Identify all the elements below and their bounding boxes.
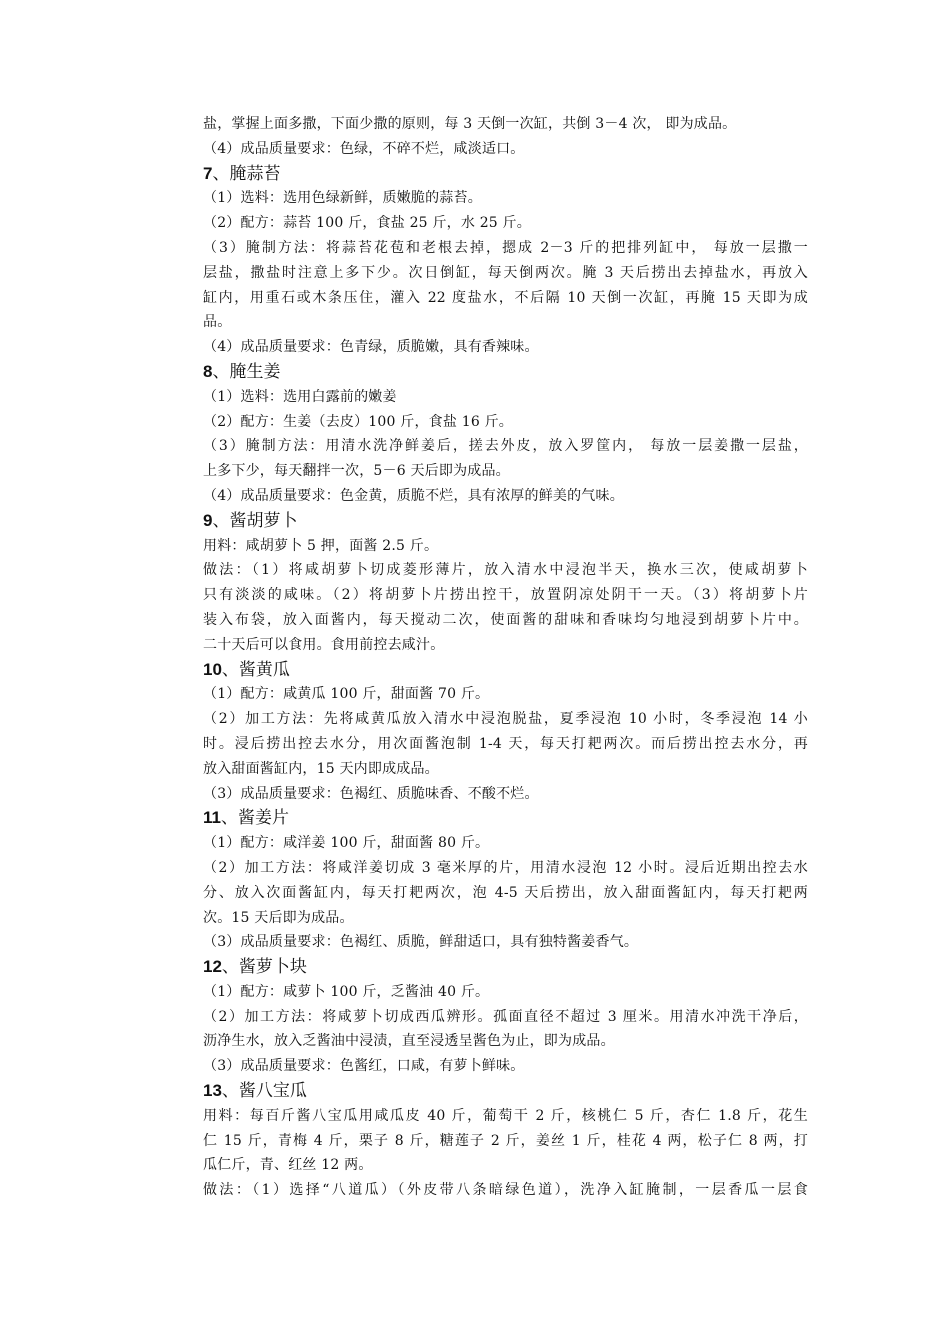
text-line: （3）成品质量要求：色褐红、质脆，鲜甜适口，具有独特酱姜香气。 — [203, 934, 639, 951]
text-line: 放入甜面酱缸内，15 天内即成成品。 — [203, 760, 439, 777]
text-line: （2）配方：蒜苔 100 斤，食盐 25 斤，水 25 斤。 — [203, 215, 531, 232]
text-line: 用料：每百斤酱八宝瓜用咸瓜皮 40 斤，葡萄干 2 斤，核桃仁 5 斤，杏仁 1.8 斤，花生 — [203, 1107, 808, 1124]
text-line: （4）成品质量要求：色青绿，质脆嫩，具有香辣味。 — [203, 339, 539, 356]
text-line: （1）配方：咸洋姜 100 斤，甜面酱 80 斤。 — [203, 835, 490, 852]
text-line: 装入布袋，放入面酱内，每天搅动二次，使面酱的甜味和香味均匀地浸到胡萝卜片中。 — [203, 611, 808, 628]
section-number: 10 — [203, 659, 222, 679]
text-line: （3）成品质量要求：色酱红，口咸，有萝卜鲜味。 — [203, 1058, 525, 1075]
text-line: （1）选料：选用色绿新鲜，质嫩脆的蒜苔。 — [203, 190, 482, 207]
text-line: 次。15 天后即为成品。 — [203, 909, 354, 926]
text-line: 层盐，撒盐时注意上多下少。次日倒缸，每天倒两次。腌 3 天后捞出去掉盐水，再放入 — [203, 264, 808, 281]
text-line: （4）成品质量要求：色绿，不碎不烂，咸淡适口。 — [203, 140, 525, 157]
document-page — [203, 112, 808, 1203]
text-line: 缸内，用重石或木条压住，灌入 22 度盐水，不后隔 10 天倒一次缸，再腌 15 天即为成 — [203, 289, 808, 306]
text-line: 时。浸后捞出控去水分，用次面酱泡制 1-4 天，每天打耙两次。而后捞出控去水分，再 — [203, 735, 808, 752]
text-line: （1）配方：咸黄瓜 100 斤，甜面酱 70 斤。 — [203, 686, 490, 703]
section-title: 、腌蒜苔 — [212, 163, 281, 184]
section-heading — [203, 509, 808, 534]
section-number: 11 — [203, 808, 221, 828]
section-number: 8 — [203, 361, 213, 381]
text-line: 用料：咸胡萝卜 5 押，面酱 2.5 斤。 — [203, 537, 439, 554]
text-line: （2）加工方法：先将咸黄瓜放入清水中浸泡脱盐，夏季浸泡 10 小时，冬季浸泡 14 小 — [203, 711, 808, 728]
text-line: 做法：（1）将咸胡萝卜切成菱形薄片，放入清水中浸泡半天，换水三次，使咸胡萝卜 — [203, 562, 808, 579]
text-line: 只有淡淡的咸味。（2）将胡萝卜片捞出控干，放置阴凉处阴干一天。（3）将胡萝卜片 — [203, 587, 808, 604]
section-heading — [203, 1079, 808, 1104]
section-heading — [203, 955, 808, 980]
section-heading — [203, 360, 808, 385]
section-number: 7 — [203, 163, 213, 183]
text-line: 分、放入次面酱缸内，每天打耙两次，泡 4-5 天后捞出，放入甜面酱缸内，每天打耙两 — [203, 884, 808, 901]
section-title: 、酱姜片 — [220, 808, 289, 829]
text-line: 上多下少，每天翻拌一次，5－6 天后即为成品。 — [203, 463, 510, 480]
text-line: （3）腌制方法：用清水洗净鲜姜后，搓去外皮，放入罗筐内， 每放一层姜撒一层盐， — [203, 438, 808, 455]
section-title: 、酱萝卜块 — [221, 957, 307, 978]
text-line: 做法：（1）选择“八道瓜）（外皮带八条暗绿色道），洗净入缸腌制，一层香瓜一层食 — [203, 1182, 808, 1199]
text-line: （4）成品质量要求：色金黄，质脆不烂，具有浓厚的鲜美的气味。 — [203, 487, 624, 504]
text-line: 沥净生水，放入乏酱油中浸渍，直至浸透呈酱色为止，即为成品。 — [203, 1033, 615, 1050]
section-title: 、酱胡萝卜 — [212, 510, 298, 531]
text-line: （3）腌制方法：将蒜苔花苞和老根去掉，摁成 2－3 斤的把排列缸中， 每放一层撒一 — [203, 239, 808, 256]
text-line: 瓜仁斤，青、红丝 12 两。 — [203, 1157, 373, 1174]
section-heading — [203, 162, 808, 187]
text-line: （2）配方：生姜（去皮）100 斤，食盐 16 斤。 — [203, 413, 513, 430]
section-heading — [203, 658, 808, 683]
text-line: （3）成品质量要求：色褐红、质脆味香、不酸不烂。 — [203, 785, 539, 802]
text-line: 盐，掌握上面多撒，下面少撒的原则，每 3 天倒一次缸，共倒 3－4 次， 即为成品。 — [203, 116, 737, 132]
section-title: 、腌生姜 — [212, 361, 281, 382]
section-title: 、酱黄瓜 — [221, 659, 290, 680]
text-line: 二十天后可以食用。食用前控去咸汁。 — [203, 636, 445, 653]
section-number: 12 — [203, 957, 222, 977]
text-line: 仁 15 斤，青梅 4 斤，栗子 8 斤，糖莲子 2 斤，姜丝 1 斤，桂花 4 两，松子仁 8 两，打 — [203, 1132, 808, 1149]
section-heading — [203, 806, 808, 831]
section-number: 9 — [203, 510, 213, 530]
text-line: （2）加工方法：将咸洋姜切成 3 毫米厚的片，用清水浸泡 12 小时。浸后近期出控去水 — [203, 859, 808, 876]
section-title: 、酱八宝瓜 — [221, 1081, 307, 1102]
text-line: （1）配方：咸萝卜 100 斤，乏酱油 40 斤。 — [203, 983, 490, 1000]
text-line: （1）选料：选用白露前的嫩姜 — [203, 388, 397, 405]
section-number: 13 — [203, 1081, 222, 1101]
text-line: 品。 — [203, 314, 232, 331]
text-line: （2）加工方法：将咸萝卜切成西瓜辨形。孤面直径不超过 3 厘米。用清水冲洗干净后， — [203, 1008, 808, 1025]
